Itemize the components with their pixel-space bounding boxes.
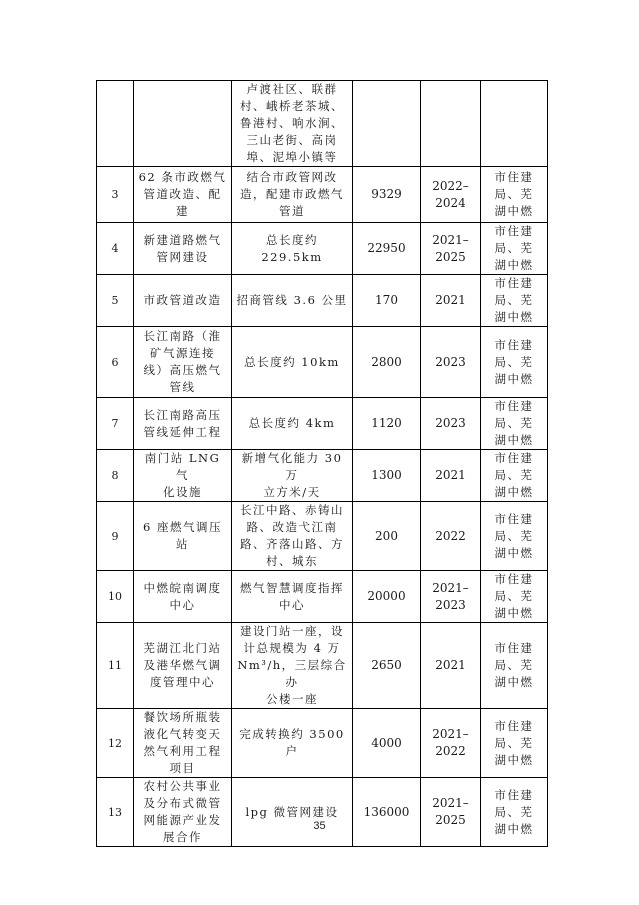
responsible-unit-line: 局、芜 [494,187,534,201]
construction-period-line: 2023 [435,354,466,369]
page-number: 35 [313,820,326,832]
investment-amount: 2650 [371,658,402,672]
project-name-cell [134,450,232,502]
construction-period-line: 2021 [435,658,466,672]
row-index-cell [97,167,134,223]
row-index-cell [97,623,134,709]
project-content-line: 完成转换约 3500 户 [239,727,345,758]
investment-amount-cell [353,450,421,502]
row-index-cell [97,709,134,778]
table-row [97,778,548,847]
responsible-unit-line: 市住建 [494,787,534,802]
project-content-line: 结合市政管网改 [246,170,338,184]
responsible-unit-line: 局、芜 [494,589,534,603]
responsible-unit-cell [481,450,548,502]
project-content-line: 总长度约 229.5km [261,232,323,264]
project-name-cell [134,398,232,450]
responsible-unit-line: 市住建 [494,224,534,238]
table-row [97,81,548,167]
row-index: 12 [108,736,122,750]
investment-amount-cell [353,398,421,450]
responsible-unit-line: 市住建 [494,718,534,733]
table-row [97,450,548,502]
row-index: 8 [111,469,119,482]
project-name-line: 中心 [169,597,196,612]
construction-period-line: 2023 [435,597,466,612]
project-name-line: 6 座燃气调压 [143,520,222,534]
project-name-line: 展合作 [163,830,202,844]
project-content-line: 村、峨桥老茶城、 [240,99,344,113]
project-name-cell [134,778,232,847]
investment-amount: 9329 [371,187,402,201]
project-name-cell [134,167,232,223]
construction-period-cell [421,623,481,709]
project-name-line: 管线 [169,380,196,394]
construction-period-line: 2025 [435,249,466,264]
construction-period-cell [421,709,481,778]
project-name-cell [134,223,232,275]
responsible-unit-line: 局、芜 [494,468,534,482]
project-name-cell [134,571,232,623]
investment-amount-cell [353,778,421,847]
construction-period-cell [421,275,481,327]
construction-period-line: 2023 [435,416,466,430]
responsible-unit-line: 局、芜 [494,416,534,430]
row-index-cell [97,450,134,502]
investment-amount: 4000 [371,735,402,750]
responsible-unit-line: 局、芜 [494,658,534,672]
construction-period-line: 2025 [435,813,466,827]
project-name-line: 液化气转变天 [143,727,222,741]
project-name-line: 芜湖江北门站 [143,641,222,655]
project-name-line: 管线延伸工程 [143,424,222,439]
project-name-line: 化设施 [163,485,202,499]
responsible-unit-line: 局、芜 [494,528,534,543]
project-content-line: 总长度约 10km [244,354,340,369]
responsible-unit-line: 湖中燃 [494,433,534,447]
investment-amount-cell [353,327,421,398]
project-content-line: 立方米/天 [263,485,321,499]
construction-period-cell [421,223,481,275]
row-index: 11 [108,659,122,672]
investment-amount-cell [353,167,421,223]
row-index: 6 [111,355,119,369]
project-name-cell [134,709,232,778]
row-index-cell [97,275,134,327]
responsible-unit-cell [481,709,548,778]
table-row [97,327,548,398]
project-name-line: 农村公共事业 [143,779,222,793]
table-row [97,398,548,450]
investment-amount-cell [353,571,421,623]
project-name-cell [134,327,232,398]
project-content-line: 燃气智慧调度指挥 [240,580,344,595]
responsible-unit-line: 湖中燃 [494,675,534,689]
table-row [97,571,548,623]
row-index-cell [97,223,134,275]
construction-period-line: 2022 [435,744,466,758]
responsible-unit-cell [481,571,548,623]
construction-period-line: 2021– [432,796,469,810]
responsible-unit-cell [481,502,548,571]
construction-period-line: 2024 [435,195,466,210]
construction-period-cell [421,502,481,571]
investment-amount-cell [353,709,421,778]
responsible-unit-line: 市住建 [494,170,534,184]
row-index: 3 [111,188,119,201]
project-content-cell [232,167,353,223]
project-content-line: 长江中路、赤铸山 [240,503,344,517]
project-name-line: 站 [176,537,189,551]
project-content-cell [232,450,353,502]
project-table-body [97,81,548,847]
row-index: 9 [111,529,119,543]
responsible-unit-line: 湖中燃 [494,752,534,767]
project-content-cell [232,81,353,167]
project-name-line: 矿气源连接 [150,346,215,360]
responsible-unit-line: 市住建 [494,451,534,465]
investment-amount: 170 [375,293,398,307]
construction-period-line: 2021– [432,580,469,595]
project-content-line: 公楼一座 [266,692,318,706]
project-content-line: 三山老街、高岗 [246,133,338,147]
project-content-line: 计总规模为 4 万 [243,641,341,655]
responsible-unit-cell [481,81,548,167]
row-index: 5 [111,294,119,307]
investment-amount: 1300 [371,468,402,482]
construction-period-line: 2021– [432,727,469,741]
responsible-unit-cell [481,275,548,327]
project-name-line: 长江南路高压 [143,407,222,422]
row-index-cell [97,398,134,450]
project-name-line: 网能源产业发 [143,813,222,827]
table-row [97,167,548,223]
investment-amount: 20000 [367,589,406,603]
construction-period-cell [421,571,481,623]
project-name-line: 然气利用工程 [143,744,222,758]
table-row [97,709,548,778]
project-content-cell [232,709,353,778]
project-content-line: 总长度约 4km [248,416,336,430]
project-content-line: Nm³/h，三层综合办 [237,658,347,689]
responsible-unit-line: 市住建 [494,572,534,586]
project-content-line: 中心 [279,597,305,612]
project-table [96,80,548,847]
construction-period-line: 2021 [435,468,466,482]
row-index: 4 [111,242,119,255]
row-index-cell [97,327,134,398]
project-content-line: 建设门站一座，设 [240,624,344,638]
project-name-line: 项目 [169,761,196,775]
row-index-cell [97,571,134,623]
responsible-unit-line: 湖中燃 [494,310,534,324]
project-content-line: 管道 [279,204,305,218]
project-name-line: 及分布式微管 [143,796,222,810]
project-name-line: 新建道路燃气 [143,232,222,247]
project-name-line: 中燃皖南调度 [143,580,222,595]
project-content-line: 路、齐落山路、方 [240,537,344,551]
construction-period-line: 2021 [435,293,466,307]
responsible-unit-cell [481,778,548,847]
project-name-line: 南门站 LNG 气 [144,451,221,482]
project-content-cell [232,327,353,398]
responsible-unit-line: 市住建 [494,337,534,352]
project-content-line: 路、改造弋江南 [246,520,338,534]
investment-amount: 136000 [363,804,410,819]
responsible-unit-line: 市住建 [494,276,534,290]
project-name-line: 线）高压燃气 [143,363,222,377]
investment-amount-cell [353,81,421,167]
project-content-cell [232,502,353,571]
construction-period-cell [421,327,481,398]
project-name-line: 度管理中心 [150,675,215,689]
project-content-cell [232,398,353,450]
construction-period-cell [421,81,481,167]
project-content-line: lpg 微管网建设 [245,804,339,819]
table-row [97,275,548,327]
project-name-line: 及港华燃气调 [143,658,222,672]
project-name-line: 管道改造、配 [143,187,222,201]
responsible-unit-line: 湖中燃 [494,821,534,836]
project-name-line: 长江南路（淮 [143,329,222,343]
responsible-unit-line: 湖中燃 [494,485,534,499]
investment-amount-cell [353,623,421,709]
responsible-unit-line: 湖中燃 [494,545,534,560]
construction-period-line: 2022 [435,528,466,543]
row-index: 13 [108,805,122,819]
responsible-unit-line: 市住建 [494,511,534,526]
row-index-cell [97,502,134,571]
project-content-line: 村、城东 [266,554,318,568]
investment-amount: 22950 [367,241,406,255]
project-name-cell [134,81,232,167]
responsible-unit-line: 市住建 [494,399,534,413]
project-name-line: 建 [176,204,189,218]
investment-amount-cell [353,223,421,275]
construction-period-line: 2022– [432,178,469,193]
project-name-cell [134,275,232,327]
row-index: 10 [108,590,122,603]
responsible-unit-line: 市住建 [494,641,534,655]
construction-period-line: 2021– [432,232,469,247]
project-content-cell [232,778,353,847]
construction-period-cell [421,167,481,223]
project-content-cell [232,275,353,327]
responsible-unit-line: 局、芜 [494,735,534,750]
investment-amount: 200 [375,528,398,543]
responsible-unit-cell [481,398,548,450]
project-name-cell [134,623,232,709]
table-row [97,623,548,709]
responsible-unit-line: 湖中燃 [494,606,534,620]
responsible-unit-line: 局、芜 [494,804,534,819]
investment-amount-cell [353,275,421,327]
responsible-unit-cell [481,167,548,223]
project-content-line: 埠、泥埠小镇等 [246,150,338,164]
project-name-line: 市政管道改造 [143,293,222,307]
project-name-line: 管网建设 [156,249,209,264]
project-name-cell [134,502,232,571]
investment-amount: 2800 [371,354,402,369]
table-row [97,223,548,275]
responsible-unit-line: 局、芜 [494,293,534,307]
responsible-unit-cell [481,623,548,709]
project-name-line: 62 条市政燃气 [138,170,227,184]
responsible-unit-line: 湖中燃 [494,204,534,218]
construction-period-cell [421,778,481,847]
investment-amount: 1120 [371,416,402,430]
project-name-line: 餐饮场所瓶装 [143,710,222,724]
construction-period-cell [421,398,481,450]
project-content-line: 造，配建市政燃气 [240,187,344,201]
responsible-unit-line: 湖中燃 [494,371,534,386]
row-index: 7 [111,417,119,430]
construction-period-cell [421,450,481,502]
responsible-unit-line: 湖中燃 [494,258,534,272]
project-content-line: 招商管线 3.6 公里 [236,293,348,307]
investment-amount-cell [353,502,421,571]
project-content-cell [232,623,353,709]
row-index-cell [97,81,134,167]
table-row [97,502,548,571]
responsible-unit-line: 局、芜 [494,354,534,369]
responsible-unit-cell [481,327,548,398]
project-content-cell [232,571,353,623]
responsible-unit-cell [481,223,548,275]
responsible-unit-line: 局、芜 [494,241,534,255]
project-content-cell [232,223,353,275]
project-content-line: 鲁港村、响水涧、 [240,116,344,130]
project-content-line: 新增气化能力 30 万 [241,451,343,482]
row-index-cell [97,778,134,847]
project-content-line: 卢渡社区、联群 [246,82,338,96]
